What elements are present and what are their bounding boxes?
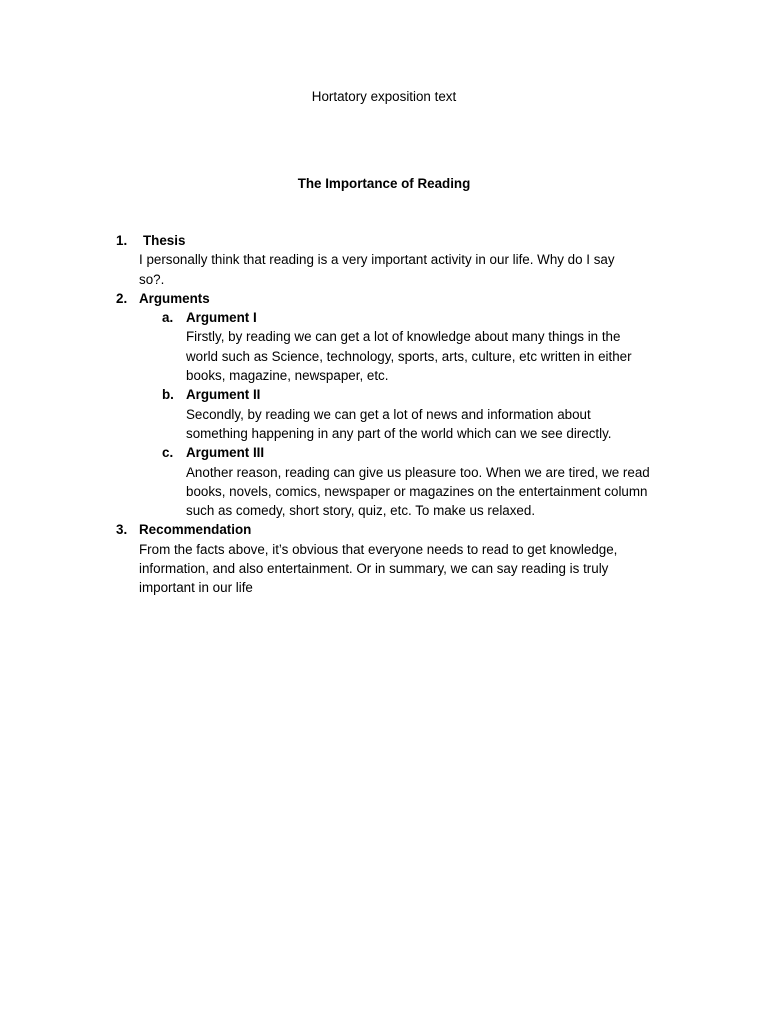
- section-number: 2.: [116, 290, 128, 306]
- text-line: important in our life: [139, 580, 253, 596]
- argument-body: [186, 405, 686, 444]
- section-arguments: [0, 289, 768, 521]
- section-heading: Arguments: [139, 290, 210, 306]
- section-number: 3.: [116, 522, 128, 538]
- argument-item: [0, 385, 768, 443]
- argument-letter: b.: [162, 387, 174, 403]
- text-line: Another reason, reading can give us pleasure too. When we are tired, we read: [186, 464, 650, 480]
- argument-item: [0, 443, 768, 520]
- argument-heading: Argument II: [186, 387, 261, 403]
- section-body: [139, 250, 659, 289]
- section-heading: Recommendation: [139, 522, 252, 538]
- text-line: information, and also entertainment. Or in summary, we can say reading is truly: [139, 561, 609, 577]
- section-body: [139, 540, 659, 598]
- text-line: world such as Science, technology, sports, arts, culture, etc written in either: [186, 348, 632, 364]
- argument-heading: Argument III: [186, 445, 265, 461]
- section-recommendation: [0, 520, 768, 597]
- argument-body: [186, 463, 686, 521]
- argument-body: [186, 327, 686, 385]
- document-title: The Importance of Reading: [297, 176, 471, 191]
- text-line: books, novels, comics, newspaper or magazines on the entertainment column: [186, 483, 648, 499]
- text-line: something happening in any part of the world which can we see directly.: [186, 425, 612, 441]
- text-line: such as comedy, short story, quiz, etc. To make us relaxed.: [186, 503, 536, 519]
- text-line: books, magazine, newspaper, etc.: [186, 368, 389, 384]
- argument-item: [0, 308, 768, 385]
- document-type-label: Hortatory exposition text: [311, 89, 457, 104]
- argument-letter: a.: [162, 310, 174, 326]
- argument-heading: Argument I: [186, 310, 257, 326]
- text-line: so?.: [139, 271, 165, 287]
- text-line: From the facts above, it’s obvious that everyone needs to read to get knowledge,: [139, 541, 618, 557]
- section-thesis: [0, 231, 768, 289]
- argument-letter: c.: [162, 445, 174, 461]
- section-number: 1.: [116, 233, 128, 248]
- document-outline: [0, 231, 768, 598]
- text-line: I personally think that reading is a very important activity in our life. Why do I say: [139, 252, 615, 268]
- text-line: Firstly, by reading we can get a lot of knowledge about many things in the: [186, 329, 621, 345]
- text-line: Secondly, by reading we can get a lot of news and information about: [186, 406, 591, 422]
- section-heading: Thesis: [143, 233, 186, 248]
